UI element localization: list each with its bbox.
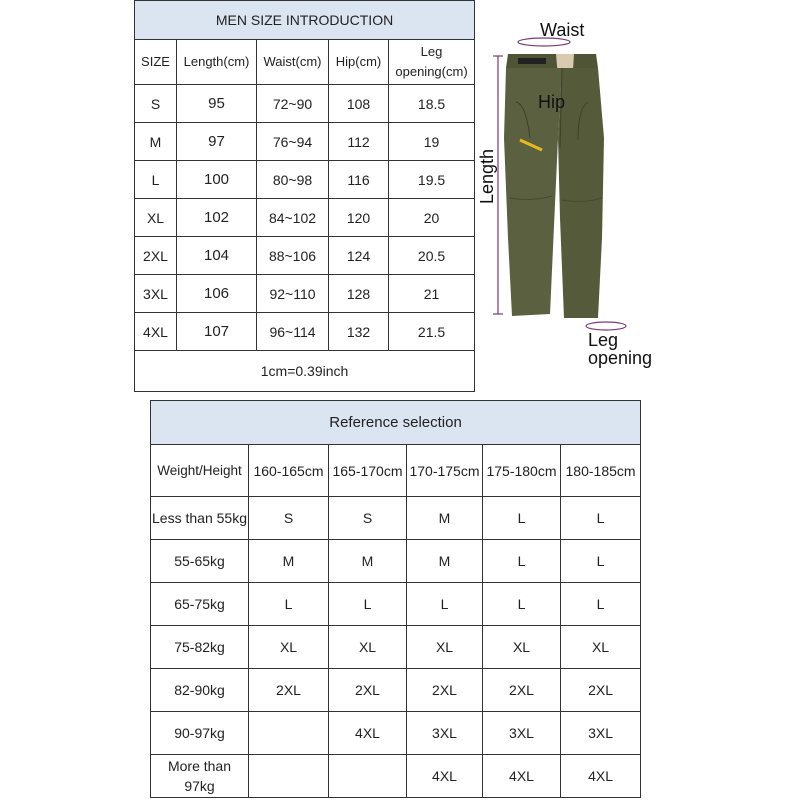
table-cell: L [135, 161, 177, 199]
size-table-header-row [135, 40, 475, 85]
reference-table-body [151, 497, 641, 798]
size-recommendation-cell: 2XL [329, 669, 407, 712]
header-length: Length(cm) [177, 40, 257, 85]
header-waist: Waist(cm) [257, 40, 329, 85]
header-height-165-170: 165-170cm [329, 445, 407, 497]
table-cell: 106 [177, 275, 257, 313]
table-cell: 2XL [135, 237, 177, 275]
table-row [151, 712, 641, 755]
table-row [135, 199, 475, 237]
table-row [135, 313, 475, 351]
unit-conversion-note: 1cm=0.39inch [135, 351, 475, 392]
table-cell: 108 [329, 85, 389, 123]
table-cell: 132 [329, 313, 389, 351]
table-cell: 20 [389, 199, 475, 237]
table-cell: 20.5 [389, 237, 475, 275]
size-recommendation-cell: 3XL [561, 712, 641, 755]
size-recommendation-cell: 4XL [483, 755, 561, 798]
size-recommendation-cell: 2XL [407, 669, 483, 712]
table-cell: 80~98 [257, 161, 329, 199]
size-recommendation-cell: L [561, 540, 641, 583]
size-recommendation-cell: 4XL [561, 755, 641, 798]
table-cell: 21 [389, 275, 475, 313]
header-leg-opening: Leg opening(cm) [389, 40, 475, 85]
table-cell: 120 [329, 199, 389, 237]
size-recommendation-cell [249, 755, 329, 798]
table-row [151, 669, 641, 712]
table-cell: 95 [177, 85, 257, 123]
table-cell: 96~114 [257, 313, 329, 351]
size-recommendation-cell: M [407, 540, 483, 583]
leg-opening-label-line2: opening [588, 348, 653, 368]
size-recommendation-cell: XL [483, 626, 561, 669]
pants-diagram [478, 18, 678, 368]
table-cell: 104 [177, 237, 257, 275]
size-recommendation-cell: L [483, 583, 561, 626]
table-cell: 92~110 [257, 275, 329, 313]
size-recommendation-cell: 4XL [329, 712, 407, 755]
header-height-180-185: 180-185cm [561, 445, 641, 497]
table-cell: S [135, 85, 177, 123]
table-cell: 102 [177, 199, 257, 237]
size-recommendation-cell: M [329, 540, 407, 583]
header-height-175-180: 175-180cm [483, 445, 561, 497]
table-cell: 124 [329, 237, 389, 275]
leg-opening-label-line1: Leg [588, 330, 619, 350]
table-row [151, 540, 641, 583]
header-height-170-175: 170-175cm [407, 445, 483, 497]
size-recommendation-cell: 3XL [483, 712, 561, 755]
weight-range-cell: 75-82kg [151, 626, 249, 669]
size-table [134, 0, 475, 392]
size-recommendation-cell: 4XL [407, 755, 483, 798]
size-recommendation-cell: S [249, 497, 329, 540]
table-cell: 4XL [135, 313, 177, 351]
leg-opening-guide-ellipse [586, 322, 626, 330]
size-recommendation-cell: 2XL [483, 669, 561, 712]
weight-range-cell: 55-65kg [151, 540, 249, 583]
weight-range-cell: 82-90kg [151, 669, 249, 712]
header-weight-height: Weight/Height [151, 445, 249, 497]
size-table-title: MEN SIZE INTRODUCTION [135, 1, 475, 40]
table-cell: 107 [177, 313, 257, 351]
table-cell: 84~102 [257, 199, 329, 237]
size-recommendation-cell: 2XL [561, 669, 641, 712]
reference-table [150, 400, 641, 798]
table-cell: XL [135, 199, 177, 237]
table-cell: 88~106 [257, 237, 329, 275]
hip-label: Hip [538, 92, 566, 112]
table-cell: 19.5 [389, 161, 475, 199]
size-recommendation-cell: XL [407, 626, 483, 669]
table-row [135, 275, 475, 313]
size-recommendation-cell: XL [561, 626, 641, 669]
table-cell: 72~90 [257, 85, 329, 123]
table-row [151, 755, 641, 798]
table-row [151, 626, 641, 669]
table-cell: 97 [177, 123, 257, 161]
header-size: SIZE [135, 40, 177, 85]
weight-range-cell: 90-97kg [151, 712, 249, 755]
table-cell: M [135, 123, 177, 161]
size-recommendation-cell: L [561, 583, 641, 626]
size-recommendation-cell: M [407, 497, 483, 540]
waist-label: Waist [540, 20, 585, 40]
size-recommendation-cell: M [249, 540, 329, 583]
table-row [151, 583, 641, 626]
size-recommendation-cell: 2XL [249, 669, 329, 712]
table-row [135, 85, 475, 123]
size-recommendation-cell: L [561, 497, 641, 540]
weight-range-cell: Less than 55kg [151, 497, 249, 540]
size-recommendation-cell [329, 755, 407, 798]
size-recommendation-cell: 3XL [407, 712, 483, 755]
table-cell: 100 [177, 161, 257, 199]
pants-illustration [478, 18, 678, 368]
size-table-body [135, 85, 475, 351]
weight-range-cell: More than 97kg [151, 755, 249, 798]
table-row [151, 497, 641, 540]
reference-table-header-row [151, 445, 641, 497]
table-cell: 112 [329, 123, 389, 161]
reference-table-title: Reference selection [151, 401, 641, 445]
table-row [135, 237, 475, 275]
size-recommendation-cell: S [329, 497, 407, 540]
size-recommendation-cell: L [483, 540, 561, 583]
size-recommendation-cell: L [483, 497, 561, 540]
table-cell: 19 [389, 123, 475, 161]
size-recommendation-cell: XL [329, 626, 407, 669]
size-recommendation-cell: L [249, 583, 329, 626]
table-cell: 21.5 [389, 313, 475, 351]
header-height-160-165: 160-165cm [249, 445, 329, 497]
table-row [135, 161, 475, 199]
size-recommendation-cell: L [407, 583, 483, 626]
table-row [135, 123, 475, 161]
header-hip: Hip(cm) [329, 40, 389, 85]
size-recommendation-cell: L [329, 583, 407, 626]
table-cell: 3XL [135, 275, 177, 313]
table-cell: 76~94 [257, 123, 329, 161]
size-recommendation-cell [249, 712, 329, 755]
table-cell: 18.5 [389, 85, 475, 123]
weight-range-cell: 65-75kg [151, 583, 249, 626]
table-cell: 128 [329, 275, 389, 313]
size-recommendation-cell: XL [249, 626, 329, 669]
table-cell: 116 [329, 161, 389, 199]
length-label: Length [477, 148, 498, 205]
